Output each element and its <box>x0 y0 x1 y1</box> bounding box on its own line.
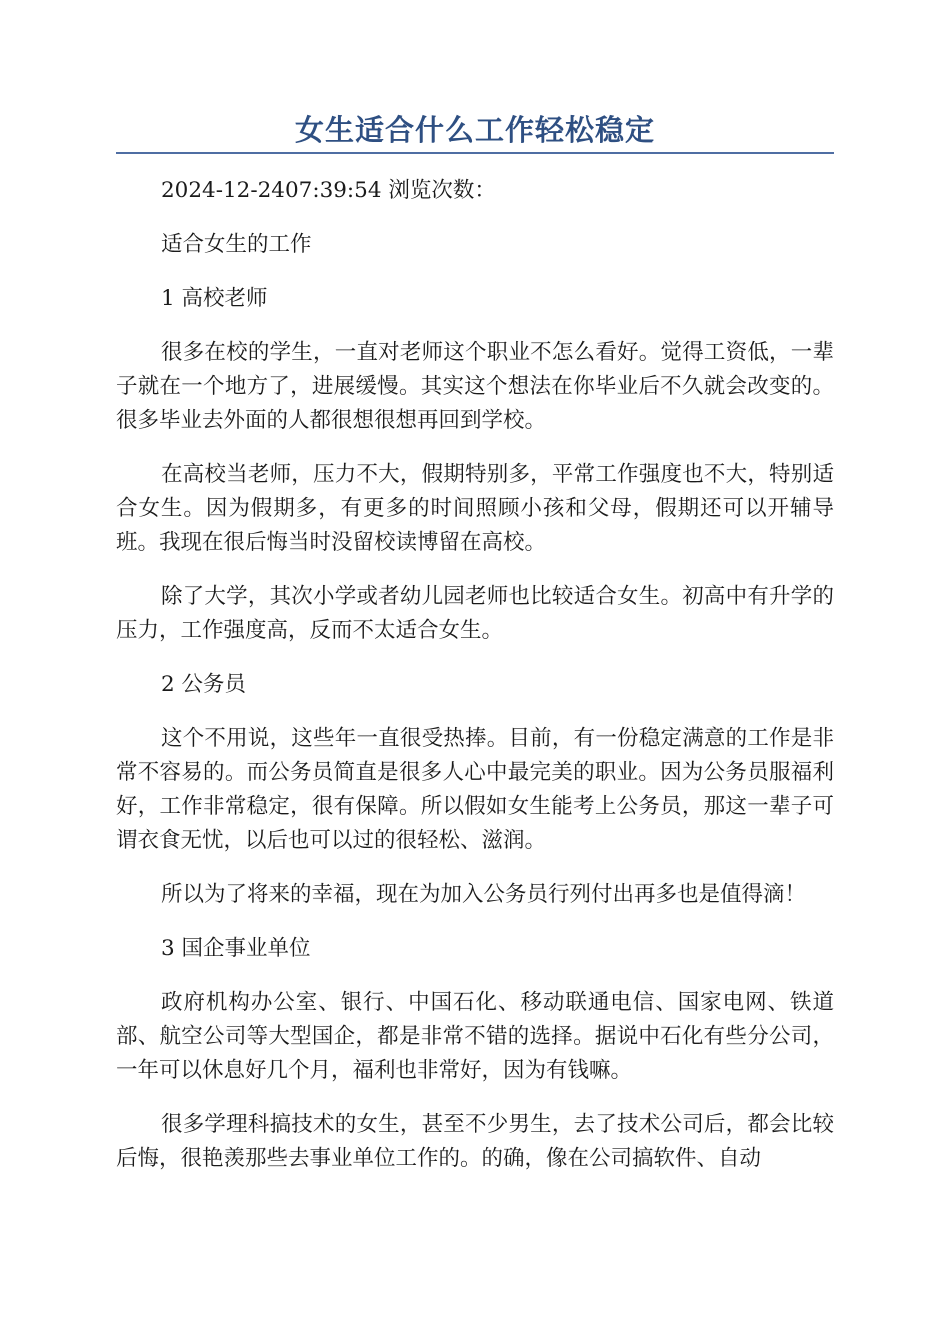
subheading-state-enterprise: 3 国企事业单位 <box>161 936 311 961</box>
paragraph: 所以为了将来的幸福，现在为加入公务员行列付出再多也是值得滴！ <box>161 882 807 907</box>
paragraph: 除了大学，其次小学或者幼儿园老师也比较适合女生。初高中有升学的压力，工作强度高，反而不太适合女生。 <box>116 584 834 643</box>
paragraph: 很多在校的学生，一直对老师这个职业不怎么看好。觉得工资低，一辈子就在一个地方了，进展缓慢。其实这个想法在你毕业后不久就会改变的。很多毕业去外面的人都很想很想再回到学校。 <box>116 340 834 433</box>
document-page <box>116 110 834 1196</box>
document-body <box>116 174 834 1176</box>
document-title: 女生适合什么工作轻松稳定 <box>116 110 834 154</box>
paragraph: 在高校当老师，压力不大，假期特别多，平常工作强度也不大，特别适合女生。因为假期多，有更多的时间照顾小孩和父母，假期还可以开辅导班。我现在很后悔当时没留校读博留在高校。 <box>116 462 834 555</box>
paragraph: 很多学理科搞技术的女生，甚至不少男生，去了技术公司后，都会比较后悔，很艳羡那些去事业单位工作的。的确，像在公司搞软件、自动 <box>116 1112 834 1171</box>
subheading-civil-servant: 2 公务员 <box>161 672 247 697</box>
subheading-teacher: 1 高校老师 <box>161 286 268 311</box>
paragraph: 这个不用说，这些年一直很受热捧。目前，有一份稳定满意的工作是非常不容易的。而公务员简直是很多人心中最完美的职业。因为公务员服福利好，工作非常稳定，很有保障。所以假如女生能考上公务员，那这一辈子可谓衣食无忧，以后也可以过的很轻松、滋润。 <box>116 726 834 853</box>
paragraph: 政府机构办公室、银行、中国石化、移动联通电信、国家电网、铁道部、航空公司等大型国企，都是非常不错的选择。据说中石化有些分公司，一年可以休息好几个月，福利也非常好，因为有钱嘛。 <box>116 990 834 1083</box>
meta-line: 2024-12-2407:39:54 浏览次数： <box>161 178 496 203</box>
section-heading: 适合女生的工作 <box>161 232 312 257</box>
